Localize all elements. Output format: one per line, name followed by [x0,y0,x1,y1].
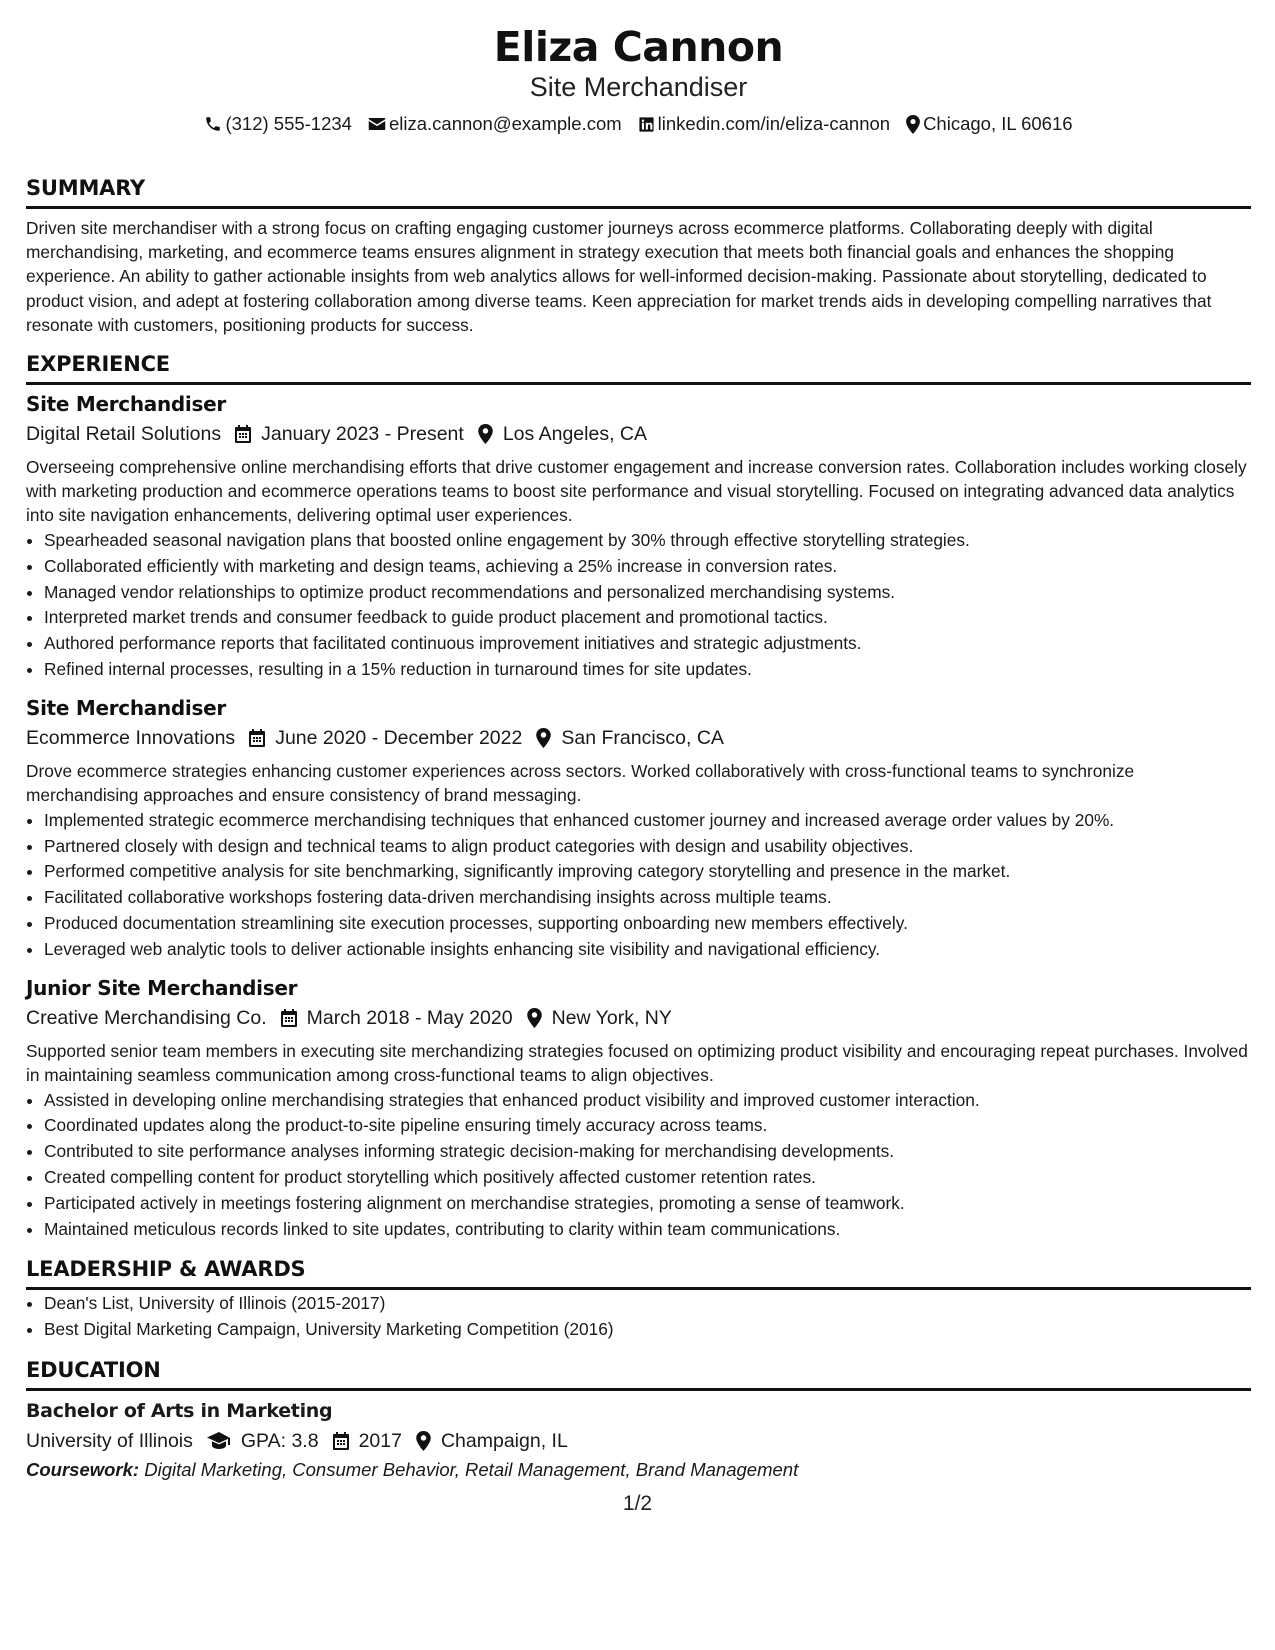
job-description: Drove ecommerce strategies enhancing customer experiences across sectors. Worked collaboratively with cross-functional teams to synchronize merchandising approaches and ensure consistency of brand messaging. [26,760,1135,805]
education-heading: EDUCATION [26,1357,161,1382]
job-location [527,1004,672,1032]
coursework [26,1456,1251,1484]
awards-heading: LEADERSHIP & AWARDS [26,1257,306,1282]
dates-text: January 2023 - Present [261,423,464,446]
gpa [207,1427,319,1455]
job-meta [26,724,1251,752]
degree-title: Bachelor of Arts in Marketing [26,1399,333,1422]
coursework-label: Coursework: [26,1458,140,1480]
graduation-cap-icon [207,1432,231,1450]
calendar-icon [281,1009,297,1027]
section-divider [26,382,1251,385]
job-company [26,420,221,448]
map-marker-icon [478,424,493,444]
list-item: • Authored performance reports that facilitated continuous improvement initiatives and strategic adjustments. [44,631,1251,657]
section-divider [26,1287,1251,1290]
dates-text: March 2018 - May 2020 [306,1006,513,1029]
job-location [536,724,724,752]
education-section [26,1357,1251,1484]
list-item: • Participated actively in meetings fostering alignment on merchandise strategies, promoting a sense of teamwork. [44,1191,1251,1217]
education-meta [26,1427,1251,1455]
list-item: • Contributed to site performance analyses informing strategic decision-making for merchandising developments. [44,1139,1251,1165]
section-divider [26,206,1251,209]
school-name [26,1427,193,1455]
company-name: Digital Retail Solutions [26,423,222,446]
job-description: Supported senior team members in executing site merchandizing strategies focused on optimizing product visibility and encouraging repeat purchases. Involved in maintaining seamless communication among cross-functional teams to align objectives. [26,1040,1248,1085]
job-company [26,1004,267,1032]
section-divider [26,1388,1251,1391]
contact-location [906,111,1072,137]
candidate-name: Eliza Cannon [493,23,784,71]
experience-heading: EXPERIENCE [26,352,170,377]
list-item: • Coordinated updates along the product-to-site pipeline ensuring timely accuracy across teams. [44,1113,1251,1139]
list-item: • Partnered closely with design and technical teams to align product categories with design and usability objectives. [44,834,1251,860]
job-meta [26,1004,1251,1032]
job-entry-2 [26,695,1251,963]
list-item: • Assisted in developing online merchandising strategies that enhanced product visibility and improved customer interaction. [44,1088,1251,1114]
calendar-icon [235,425,251,443]
phone-text: (312) 555-1234 [225,113,352,134]
calendar-icon [333,1432,349,1450]
list-item: • Collaborated efficiently with marketing and design teams, achieving a 25% increase in conversion rates. [44,554,1251,580]
job-bullets [26,528,1251,683]
list-item: • Performed competitive analysis for site benchmarking, significantly improving category storytelling and presence in the market. [44,859,1251,885]
list-item: • Spearheaded seasonal navigation plans that boosted online engagement by 30% through effective storytelling strategies. [44,528,1251,554]
location-text: Los Angeles, CA [502,423,647,446]
map-marker-icon [416,1431,431,1451]
gpa-text: GPA: 3.8 [240,1429,319,1452]
job-title: Site Merchandiser [26,392,226,417]
map-marker-icon [906,115,920,134]
location-text: Champaign, IL [440,1429,568,1452]
awards-section [26,1256,1251,1343]
calendar-icon [249,729,265,747]
job-bullets [26,1088,1251,1243]
summary-text: Driven site merchandiser with a strong focus on crafting engaging customer journeys across ecommerce platforms. Collaborating deeply with digital merchandising, marketing, and ecommerce teams ensures alignment in strategy execution that meets both financial goals and enhances the shopping experience. An ability to gather actionable insights from web analytics allows for well-informed decision-making. Passionate about storytelling, dedicated to product vision, and adept at fostering collaboration among diverse teams. Keen appreciation for market trends aids in developing compelling narratives that resonate with customers, positioning products for success. [26,218,1212,335]
location-text: New York, NY [551,1006,672,1029]
list-item: • Produced documentation streamlining site execution processes, supporting onboarding new members effectively. [44,911,1251,937]
awards-list [26,1291,1251,1343]
job-bullets [26,808,1251,963]
location-text: Chicago, IL 60616 [923,113,1073,134]
list-item: • Facilitated collaborative workshops fostering data-driven merchandising insights across multiple teams. [44,885,1251,911]
graduation-year [333,1427,402,1455]
page-number: 1/2 [622,1492,653,1515]
experience-section [26,351,1251,1242]
list-item: • Implemented strategic ecommerce merchandising techniques that enhanced customer journey and increased average order values by 20%. [44,808,1251,834]
list-item: • Maintained meticulous records linked to site updates, contributing to clarity within team communications. [44,1217,1251,1243]
location-text: San Francisco, CA [561,726,724,749]
resume-page [26,22,1251,1484]
job-entry-1 [26,391,1251,683]
company-name: Ecommerce Innovations [26,726,236,749]
list-item: • Interpreted market trends and consumer feedback to guide product placement and promotional tactics. [44,605,1251,631]
linkedin-text[interactable]: linkedin.com/in/eliza-cannon [657,113,891,134]
job-meta [26,420,1251,448]
resume-header [26,22,1251,137]
summary-section [26,175,1251,337]
job-dates [249,724,522,752]
list-item: • Managed vendor relationships to optimize product recommendations and personalized merchandising systems. [44,580,1251,606]
job-title: Site Merchandiser [26,695,226,720]
dates-text: June 2020 - December 2022 [275,726,523,749]
map-marker-icon [536,728,551,748]
coursework-text: Digital Marketing, Consumer Behavior, Retail Management, Brand Management [144,1458,799,1480]
envelope-icon [368,116,386,132]
map-marker-icon [527,1008,542,1028]
phone-icon [204,115,222,133]
list-item: • Dean's List, University of Illinois (2015-2017) [44,1291,1251,1317]
contact-linkedin[interactable] [638,111,890,137]
job-location [478,420,647,448]
job-company [26,724,235,752]
list-item: • Best Digital Marketing Campaign, University Marketing Competition (2016) [44,1317,1251,1343]
school-text: University of Illinois [26,1429,193,1452]
candidate-headline: Site Merchandiser [529,72,748,102]
job-dates [281,1004,513,1032]
linkedin-icon [638,116,655,133]
year-text: 2017 [358,1429,402,1452]
company-name: Creative Merchandising Co. [26,1006,267,1029]
summary-heading: SUMMARY [26,176,146,200]
job-description: Overseeing comprehensive online merchandising efforts that drive customer engagement and increase conversion rates. Collaboration includes working closely with marketing production and ecommerce operations teams to boost site performance and visual storytelling. Focused on integrating advanced data analytics into site navigation enhancements, delivering optimal user experiences. [26,457,1247,526]
school-location [416,1427,568,1455]
job-title: Junior Site Merchandiser [26,975,298,1000]
job-dates [235,420,464,448]
contact-phone [204,111,352,137]
email-text[interactable]: eliza.cannon@example.com [388,113,622,134]
contact-bar [26,111,1251,137]
list-item: • Created compelling content for product storytelling which positively affected customer retention rates. [44,1165,1251,1191]
list-item: • Leveraged web analytic tools to deliver actionable insights enhancing site visibility and navigational efficiency. [44,937,1251,963]
job-entry-3 [26,975,1251,1243]
contact-email[interactable] [368,111,622,137]
list-item: • Refined internal processes, resulting in a 15% reduction in turnaround times for site updates. [44,657,1251,683]
